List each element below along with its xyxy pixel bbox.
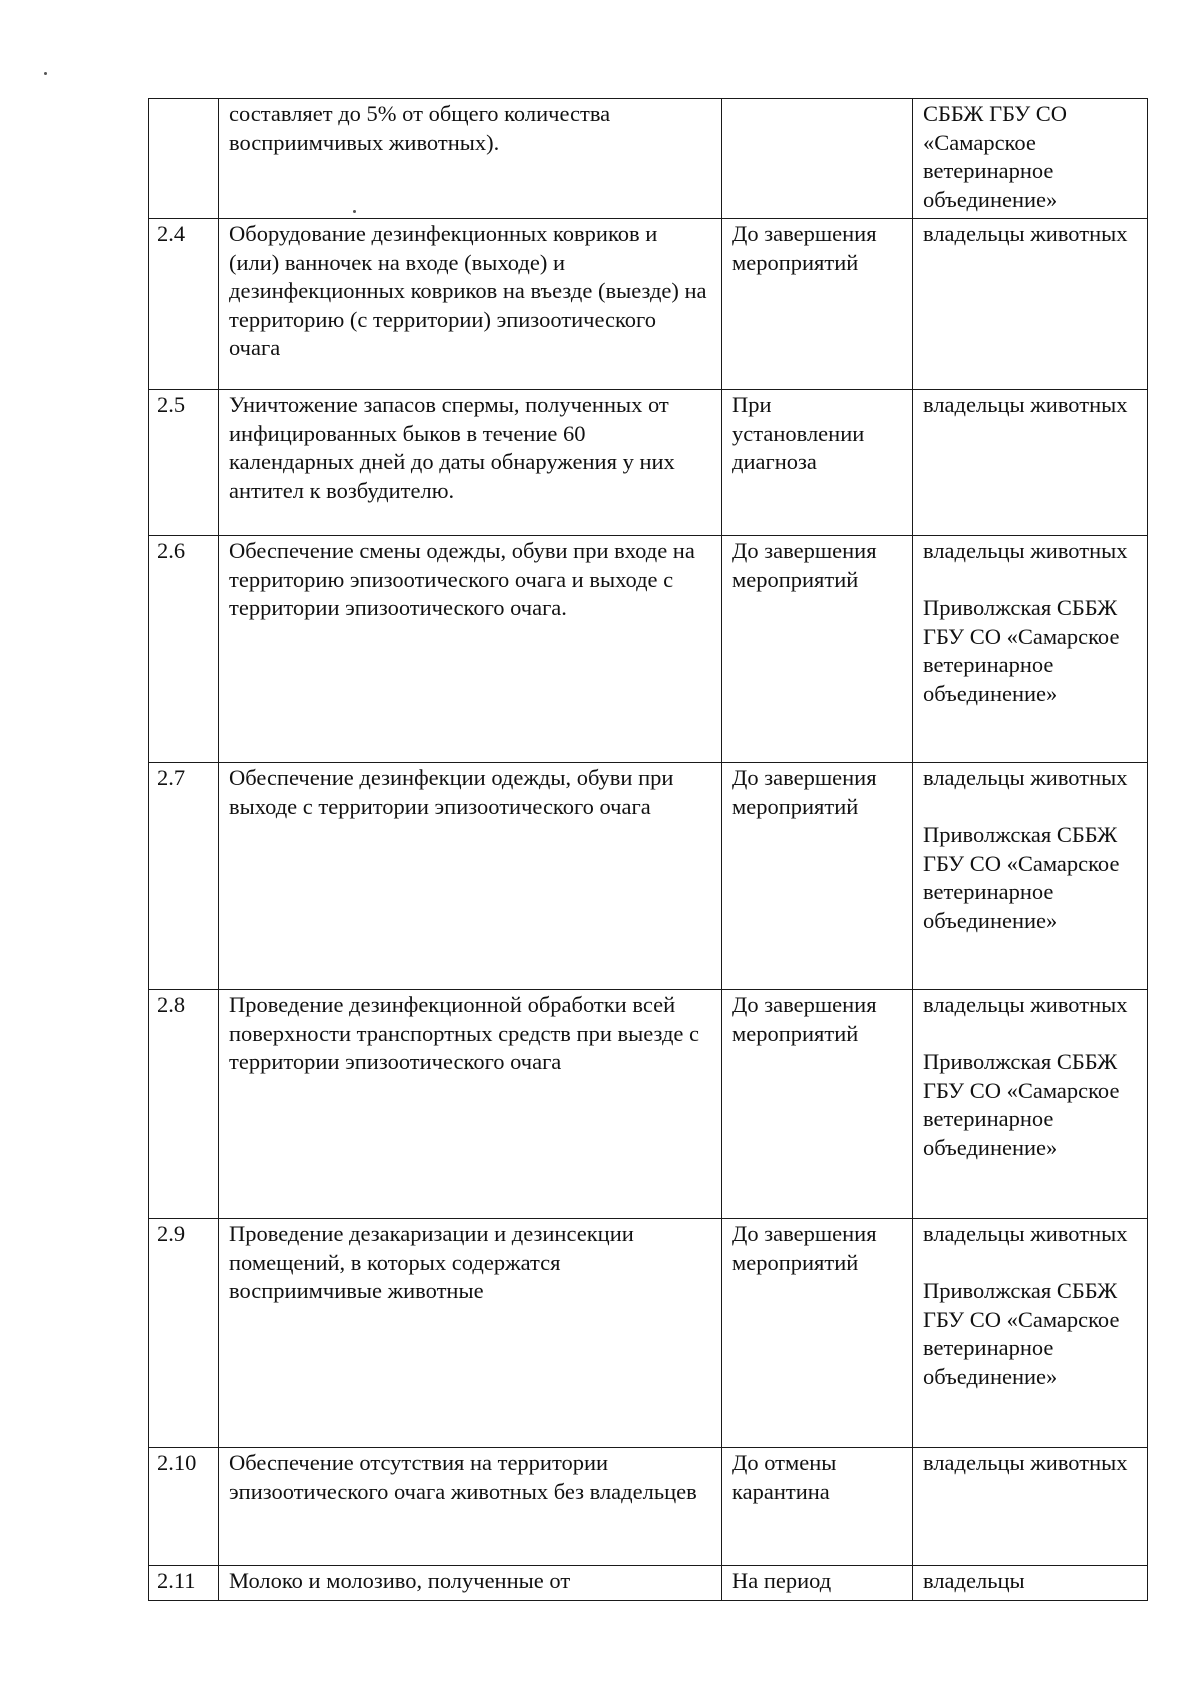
responsible-primary: владельцы животных [923,1221,1128,1246]
table-row [149,990,1148,1219]
responsible-primary: владельцы [923,1568,1025,1593]
table-row [149,536,1148,763]
measure-text: Проведение дезакаризации и дезинсекции помещений, в которых содержатся восприимчивые животные [219,1219,722,1448]
responsible-primary: владельцы животных [923,765,1128,790]
measure-text: Проведение дезинфекционной обработки всей поверхности транспортных средств при выезде с территории эпизоотического очага [219,990,722,1219]
measure-term: При установлении диагноза [722,390,913,536]
row-number: 2.11 [149,1566,219,1601]
measure-text: Оборудование дезинфекционных ковриков и (или) ванночек на входе (выходе) и дезинфекционных ковриков на въезде (выезде) на территорию (с территории) эпизоотического очага [219,219,722,390]
responsible-secondary: Приволжская СББЖ ГБУ СО «Самарское ветеринарное объединение» [923,1049,1120,1160]
measure-responsible [913,1566,1148,1601]
measure-responsible [913,536,1148,763]
measure-responsible [913,99,1148,219]
responsible-primary: владельцы животных [923,1450,1128,1475]
row-number: 2.8 [149,990,219,1219]
measure-term [722,99,913,219]
responsible-primary: владельцы животных [923,992,1128,1017]
measure-term: До завершения мероприятий [722,1219,913,1448]
responsible-secondary: Приволжская СББЖ ГБУ СО «Самарское ветеринарное объединение» [923,822,1120,933]
row-number: 2.4 [149,219,219,390]
responsible-primary: владельцы животных [923,221,1128,246]
table-row [149,1566,1148,1601]
row-number: 2.7 [149,763,219,990]
measure-term: До отмены карантина [722,1448,913,1566]
measure-responsible [913,1448,1148,1566]
measure-term: До завершения мероприятий [722,536,913,763]
table-row [149,99,1148,219]
measure-term: До завершения мероприятий [722,763,913,990]
row-number [149,99,219,219]
table-row [149,219,1148,390]
measures-table [148,98,1148,1601]
measure-text: Обеспечение отсутствия на территории эпизоотического очага животных без владельцев [219,1448,722,1566]
row-number: 2.6 [149,536,219,763]
scan-speck [44,72,47,75]
table-row [149,763,1148,990]
table-row [149,390,1148,536]
measure-text: составляет до 5% от общего количества восприимчивых животных). [219,99,722,219]
measure-text: Уничтожение запасов спермы, полученных от инфицированных быков в течение 60 календарных дней до даты обнаружения у них антител к возбудителю. [219,390,722,536]
measure-responsible [913,1219,1148,1448]
measure-responsible [913,219,1148,390]
scan-speck [353,210,356,213]
row-number: 2.10 [149,1448,219,1566]
row-number: 2.9 [149,1219,219,1448]
measure-responsible [913,990,1148,1219]
measure-text: Обеспечение дезинфекции одежды, обуви при выходе с территории эпизоотического очага [219,763,722,990]
measure-term: На период [722,1566,913,1601]
responsible-secondary: Приволжская СББЖ ГБУ СО «Самарское ветеринарное объединение» [923,595,1120,706]
measure-responsible [913,390,1148,536]
responsible-primary: владельцы животных [923,538,1128,563]
table-row [149,1448,1148,1566]
table-row [149,1219,1148,1448]
row-number: 2.5 [149,390,219,536]
measure-responsible [913,763,1148,990]
measure-term: До завершения мероприятий [722,219,913,390]
responsible-primary: СББЖ ГБУ СО «Самарское ветеринарное объединение» [923,101,1068,212]
measure-text: Молоко и молозиво, полученные от [219,1566,722,1601]
measure-text: Обеспечение смены одежды, обуви при входе на территорию эпизоотического очага и выходе с территории эпизоотического очага. [219,536,722,763]
measure-term: До завершения мероприятий [722,990,913,1219]
responsible-primary: владельцы животных [923,392,1128,417]
responsible-secondary: Приволжская СББЖ ГБУ СО «Самарское ветеринарное объединение» [923,1278,1120,1389]
